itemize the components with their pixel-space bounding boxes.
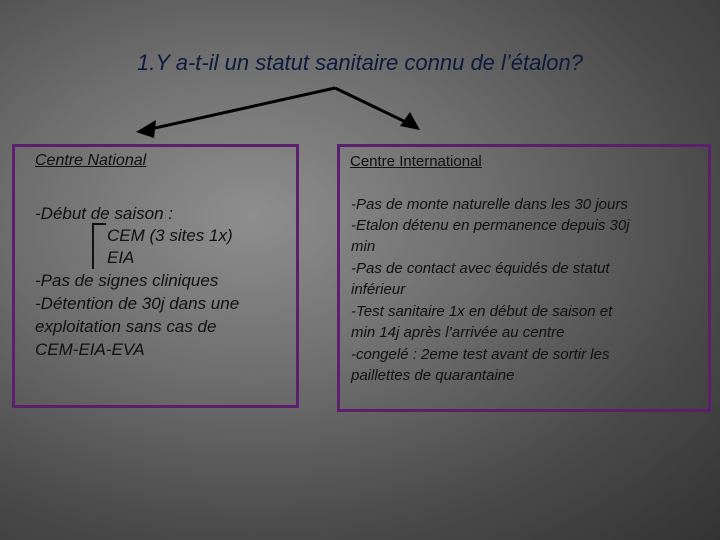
international-line: -congelé : 2eme test avant de sortir les: [351, 346, 610, 363]
national-line: exploitation sans cas de: [35, 317, 217, 336]
national-line: -Pas de signes cliniques: [35, 271, 219, 290]
international-line: min 14j après l’arrivée au centre: [351, 324, 565, 341]
centre-international-heading: Centre International: [350, 153, 482, 170]
international-line: -Test sanitaire 1x en début de saison et: [351, 303, 613, 320]
left-arrowhead: [136, 120, 156, 138]
centre-national-heading: Centre National: [35, 152, 147, 169]
right-arrow-line: [335, 88, 412, 125]
slide-title: 1.Y a-t-il un statut sanitaire connu de l’étalon?: [137, 50, 583, 75]
national-line: CEM (3 sites 1x): [107, 226, 233, 245]
centre-national-box: [12, 144, 299, 408]
international-line: min: [351, 238, 376, 255]
national-line: EIA: [107, 248, 135, 267]
national-line: CEM-EIA-EVA: [35, 340, 145, 359]
national-line: -Début de saison :: [35, 204, 173, 223]
international-line: -Etalon détenu en permanence depuis 30j: [351, 217, 630, 234]
left-arrow-line: [146, 88, 335, 130]
international-line: inférieur: [351, 281, 406, 298]
international-line: paillettes de quarantaine: [351, 367, 515, 384]
list-bracket: [92, 223, 106, 269]
international-line: -Pas de contact avec équidés de statut: [351, 260, 610, 277]
national-line: -Détention de 30j dans une: [35, 294, 240, 313]
international-line: -Pas de monte naturelle dans les 30 jours: [351, 196, 628, 213]
centre-international-box: [337, 144, 711, 412]
